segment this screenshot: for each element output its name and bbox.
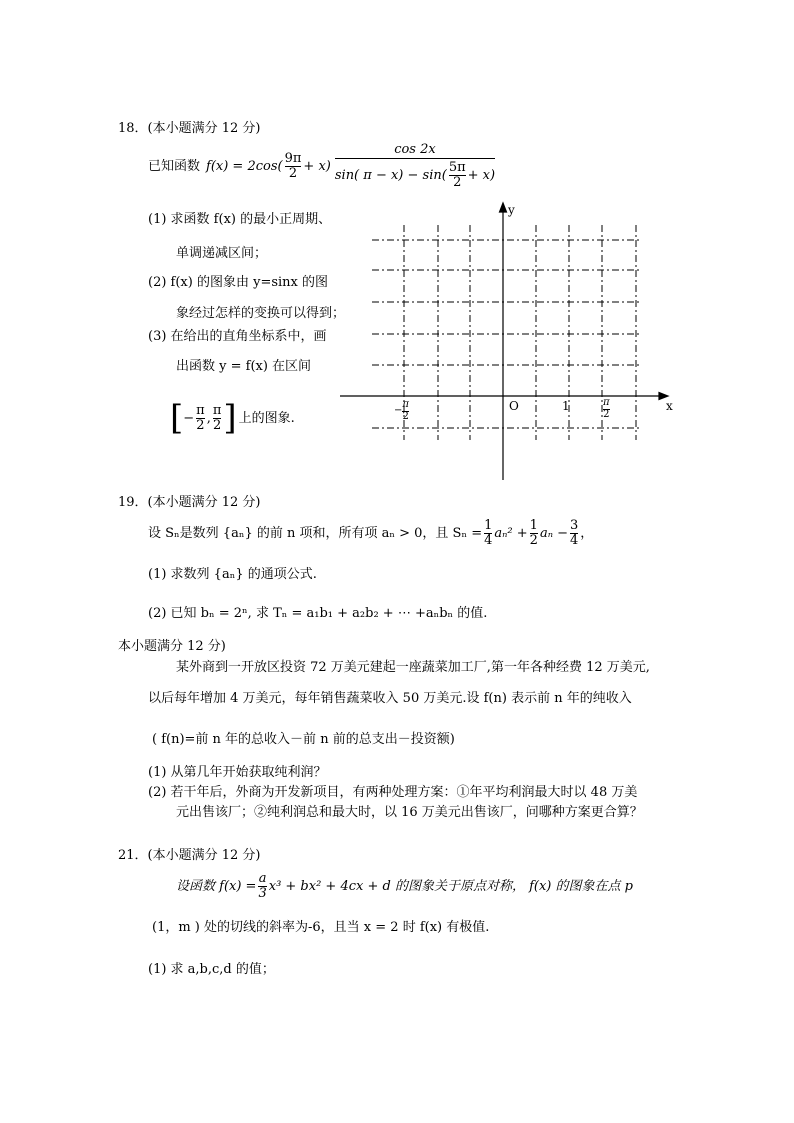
q19-frac3-den: 4 (569, 532, 579, 548)
q18-interval-neg: − (183, 410, 195, 426)
graph-origin-label: O (509, 399, 519, 413)
q18-part2-line1: (2) f(x) 的图象由 y=sinx 的图 (148, 275, 329, 290)
graph-tick-neg-pi-half (394, 400, 409, 422)
q20-part2-line2: 元出售该厂；②纯利润总和最大时，以 16 万美元出售该厂，问哪种方案更合算？ (176, 805, 643, 820)
q21-frac-a-3 (258, 872, 266, 900)
q18-part1-line2: 单调递减区间； (176, 246, 268, 261)
q19-frac3-num: 3 (569, 517, 579, 533)
q18-interval-two-right: 2 (212, 417, 222, 433)
q21-header: 21．(本小题满分 12 分) (118, 848, 261, 863)
q18-frac2-num: 5π (448, 160, 466, 176)
q18-interval-pi-right: π (212, 402, 222, 418)
q18-frac2-den: 2 (449, 175, 466, 190)
q19-frac2-num: 1 (529, 517, 538, 533)
q18-frac1-num: 9π (284, 150, 302, 166)
q18-main-den-b: + x) (467, 167, 496, 183)
graph-y-label: y (508, 203, 515, 217)
q18-bracket-left: [ (170, 398, 184, 438)
q21-stmt-a: 设函数 f(x) = (176, 878, 257, 894)
q19-statement (148, 514, 593, 552)
q20-header: 本小题满分 12 分) (118, 639, 226, 654)
q20-line2: 以后每年增加 4 万美元，每年销售蔬菜收入 50 万美元.设 f(n) 表示前 n 年的纯收入 (148, 691, 632, 706)
graph-tick-neg-sign: − (394, 405, 403, 416)
q19-frac-1-2 (530, 519, 538, 547)
y-axis-arrow (500, 203, 507, 212)
q18-header: 18．(本小题满分 12 分) (118, 121, 261, 136)
q21-part1: (1) 求 a,b,c,d 的值； (148, 962, 275, 977)
graph-tick-pos-frac (603, 398, 610, 420)
q19-part2: (2) 已知 bₙ = 2ⁿ, 求 Tₙ = a₁b₁ + a₂b₂ + ⋯ +aₙbₙ 的值. (148, 606, 488, 621)
q19-part1: (1) 求数列 {aₙ} 的通项公式. (148, 567, 317, 582)
graph-tick-pos-pi: π (603, 397, 610, 408)
q18-plus-x: + x) (303, 158, 331, 174)
q18-given: 已知函数 (148, 158, 201, 174)
q19-stmt-end: ， (580, 525, 594, 541)
q20-line1: 某外商到一开放区投资 72 万美元建起一座蔬菜加工厂,第一年各种经费 12 万美元, (176, 660, 650, 675)
q21-stmt-b: x³ + bx² + 4cx + d 的图象关于原点对称， f(x) 的图象在点 p (268, 878, 633, 894)
graph-x-label: x (666, 399, 673, 413)
q18-part1-line1: (1) 求函数 f(x) 的最小正周期、 (148, 212, 332, 227)
q21-frac-num: a (258, 870, 267, 886)
q20-part1: (1) 从第几年开始获取纯利润？ (148, 765, 327, 780)
q21-frac-den: 3 (258, 885, 267, 901)
graph-tick-1: 1 (562, 399, 570, 413)
q19-stmt-mid2: aₙ − (539, 525, 568, 541)
q18-part3-line2: 出函数 y = f(x) 在区间 (176, 359, 312, 374)
graph-tick-neg-pi: π (402, 399, 409, 410)
q18-main-num: cos 2x (394, 141, 436, 157)
q18-interval-two-left: 2 (196, 417, 205, 433)
q19-stmt-a: 设 Sₙ是数列 {aₙ} 的前 n 项和，所有项 aₙ > 0，且 Sₙ = (148, 525, 483, 541)
q18-main-den-a: sin( π − x) − sin( (334, 167, 447, 183)
q18-interval-pi-left: π (196, 402, 205, 418)
q18-part2-line2: 象经过怎样的变换可以得到； (176, 306, 346, 321)
q18-bracket-right: ] (223, 398, 237, 438)
q18-part3-line1: (3) 在给出的直角坐标系中，画 (148, 329, 327, 344)
q19-stmt-mid1: aₙ² + (494, 525, 528, 541)
q20-line3: ( f(n)=前 n 年的总收入－前 n 前的总支出－投资额) (152, 732, 455, 747)
q19-frac1-den: 4 (484, 532, 493, 548)
q19-header: 19．(本小题满分 12 分) (118, 495, 261, 510)
q21-line2: (1，m ) 处的切线的斜率为-6，且当 x = 2 时 f(x) 有极值. (152, 920, 490, 935)
q21-statement (176, 868, 633, 904)
q18-fx: f(x) = 2cos( (206, 158, 283, 174)
q18-interval-tail: 上的图象. (238, 410, 295, 426)
q19-frac-3-4 (570, 519, 578, 547)
graph-tick-pi-half (603, 398, 610, 420)
graph-tick-neg-two: 2 (402, 410, 409, 422)
q18-interval-comma: , (206, 410, 211, 426)
q19-frac-1-4 (484, 519, 492, 547)
q18-frac1-den: 2 (285, 166, 302, 181)
q19-frac1-num: 1 (484, 517, 493, 533)
q20-part2-line1: (2) 若干年后，外商为开发新项目，有两种处理方案：①年平均利润最大时以 48 万美 (148, 785, 638, 800)
q19-frac2-den: 2 (529, 532, 538, 548)
graph-tick-neg-frac (402, 400, 409, 422)
graph-tick-pos-two: 2 (603, 408, 610, 420)
